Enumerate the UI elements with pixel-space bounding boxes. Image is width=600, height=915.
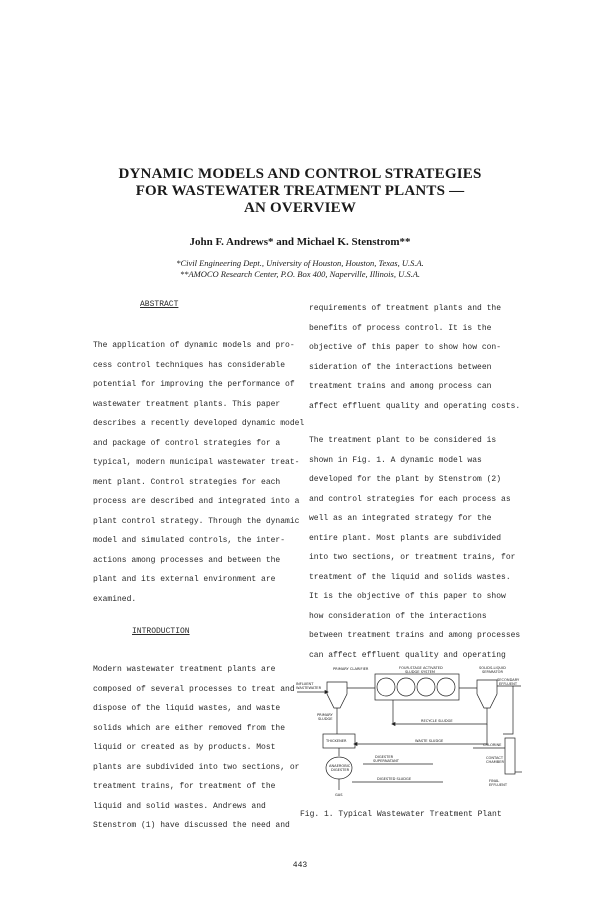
title-line-1: DYNAMIC MODELS AND CONTROL STRATEGIES [118,166,482,182]
label-activated-sludge-1: FOUR-STAGE ACTIVATED [399,666,443,670]
author-list: John F. Andrews* and Michael K. Stenstrom** [189,236,411,248]
contact-chamber-box [505,738,515,774]
introduction-line: composed of several processes to treat and [93,684,295,694]
abstract-line: wastewater treatment plants. This paper [93,399,281,409]
title-line-2: FOR WASTEWATER TREATMENT PLANTS — [135,183,465,199]
label-contact-1: CONTACT [486,756,504,760]
label-primary-sludge-1: PRIMARY [317,713,333,717]
plant-diagram [293,664,523,804]
label-separator-2: SEPARATOR [482,670,503,674]
affiliation-2: **AMOCO Research Center, P.O. Box 400, Naperville, Illinois, U.S.A. [179,268,421,279]
label-final-2: EFFLUENT [489,783,508,787]
label-secondary-1: SECONDARY [497,678,520,682]
abstract-line: actions among processes and between the [93,555,281,565]
abstract-body [93,336,305,609]
abstract-line: model and simulated controls, the inter- [93,536,286,545]
body-line: between treatment trains and among processes [309,631,521,640]
introduction-line: liquid and solid wastes. Andrews and [93,801,266,811]
aeration-stage-4 [437,678,455,696]
abstract-line: plant control strategy. Through the dynamic [93,516,300,526]
body-line: requirements of treatment plants and the [309,304,502,313]
affiliations [0,258,600,279]
label-influent-1: INFLUENT [296,682,314,686]
introduction-line: Modern wastewater treatment plants are [93,665,276,674]
abstract-line: The application of dynamic models and pro- [93,341,295,350]
introduction-line: dispose of the liquid wastes, and waste [93,704,281,713]
affiliation-1: *Civil Engineering Dept., University of Houston, Houston, Texas, U.S.A. [176,258,424,268]
label-final-1: FINAL [489,779,500,783]
abstract-line: typical, modern municipal wastewater treat- [93,458,300,467]
abstract-line: cess control techniques has considerable [93,360,286,370]
body-line: The treatment plant to be considered is [309,436,497,445]
aeration-stage-1 [377,678,395,696]
secondary-clarifier-shape [477,680,497,708]
body-line: and control strategies for each process as [309,494,511,504]
label-gas: GAS [335,793,343,797]
abstract-line: plant and its external environment are [93,575,276,584]
abstract-line: process are described and integrated into a [93,497,300,506]
label-digested-sludge: DIGESTED SLUDGE [377,777,412,781]
body-line: It is the objective of this paper to show [309,592,506,601]
label-anaerobic-1: ANAEROBIC [329,764,351,768]
influent-arrow [325,691,328,694]
label-secondary-2: EFFLUENT [499,682,518,686]
body-line: into two sections, or treatment trains, for [309,553,516,562]
label-digester-super-2: SUPERNATANT [373,759,399,763]
introduction-line: solids which are either removed from the [93,723,286,733]
figure-caption: Fig. 1. Typical Wastewater Treatment Plant [300,810,502,819]
primary-clarifier-shape [327,682,347,708]
introduction-line: liquid or created as by products. Most [93,743,276,752]
abstract-line: potential for improving the performance of [93,380,295,389]
introduction-line: Stenstrom (1) have discussed the need and [93,821,290,830]
body-line: affect effluent quality and operating costs. [309,401,521,411]
body-line: entire plant. Most plants are subdivided [309,533,502,543]
body-line: shown in Fig. 1. A dynamic model was [309,455,482,465]
body-line: how consideration of the interactions [309,611,487,621]
right-paragraph-2 [309,431,524,665]
introduction-line: plants are subdivided into two sections, or [93,762,300,772]
label-anaerobic-2: DIGESTER [331,768,350,772]
label-influent-2: WASTEWATER [296,686,322,690]
label-waste-sludge: WASTE SLUDGE [415,739,444,743]
abstract-heading: ABSTRACT [140,300,179,309]
body-line: well as an integrated strategy for the [309,514,492,523]
introduction-body [93,660,300,836]
body-line: treatment trains and among process can [309,382,492,391]
body-line: sideration of the interactions between [309,362,492,372]
label-primary-clarifier: PRIMARY CLARIFIER [333,667,369,671]
label-separator-1: SOLIDS-LIQUID [479,666,506,670]
paper-title [0,166,600,217]
introduction-heading: INTRODUCTION [132,627,190,636]
aeration-stage-2 [397,678,415,696]
title-line-3: AN OVERVIEW [243,200,357,216]
body-line: can affect effluent quality and operating [309,650,506,660]
abstract-line: examined. [93,594,137,604]
body-line: benefits of process control. It is the [309,323,492,333]
plant-diagram-svg [293,664,523,804]
label-primary-sludge-2: SLUDGE [318,717,333,721]
effluent-to-contact-line [503,686,513,734]
label-thickener: THICKENER [326,739,347,743]
abstract-line: describes a recently developed dynamic model [93,419,305,428]
label-digester-super-1: DIGESTER [375,755,394,759]
label-contact-2: CHAMBER [486,760,505,764]
right-paragraph-1 [309,299,524,416]
label-activated-sludge-2: SLUDGE SYSTEM [405,670,436,674]
page-number: 443 [292,861,308,870]
abstract-line: ment plant. Control strategies for each [93,477,281,487]
label-chlorine: CHLORINE [483,743,502,747]
abstract-line: and package of control strategies for a [93,438,281,448]
body-line: objective of this paper to show how con- [309,343,502,352]
label-recycle-sludge: RECYCLE SLUDGE [421,719,453,723]
introduction-line: treatment trains, for treatment of the [93,782,276,791]
body-line: treatment of the liquid and solids wastes. [309,572,511,582]
body-line: developed for the plant by Stenstrom (2) [309,475,502,484]
aeration-stage-3 [417,678,435,696]
